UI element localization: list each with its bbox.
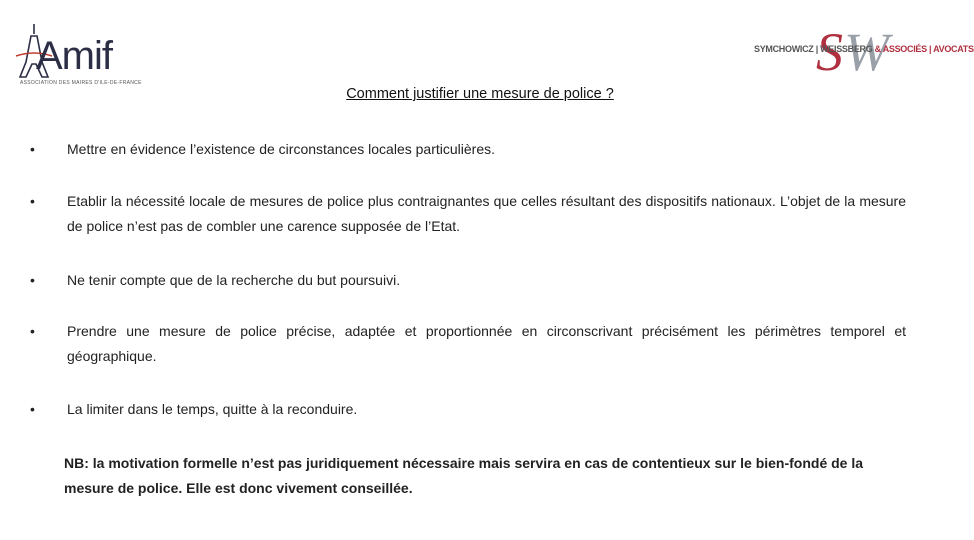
list-item (30, 319, 906, 369)
amif-wordmark: Amif (36, 34, 112, 78)
bullet-icon: • (30, 323, 35, 339)
list-item (30, 397, 906, 422)
list-item-text: Ne tenir compte que de la recherche du but poursuivi. (67, 272, 401, 288)
svg-text:S: S (816, 22, 843, 82)
page-title: Comment justifier une mesure de police ? (346, 86, 614, 102)
bullet-icon: • (30, 141, 35, 157)
note-paragraph: NB: la motivation formelle n’est pas juridiquement nécessaire mais servira en cas de contentieux sur le bien-fondé de la mesure de police. Elle est donc vivement conseillée. (64, 455, 864, 496)
list-item-text: Prendre une mesure de police précise, adaptée et proportionnée en circonscrivant précisément les périmètres temporel et géographique. (67, 323, 906, 364)
list-item-text: Mettre en évidence l’existence de circonstances locales particulières. (67, 141, 495, 157)
svg-text:W: W (844, 22, 889, 82)
amif-logo (14, 22, 142, 92)
bullet-icon: • (30, 272, 35, 288)
list-item (30, 189, 906, 239)
bullet-icon: • (30, 193, 35, 209)
list-item (30, 268, 906, 293)
list-item (30, 137, 906, 162)
sw-logo (754, 22, 974, 82)
bullet-icon: • (30, 401, 35, 417)
sw-firm-name: SYMCHOWICZ | WEISSBERG & ASSOCIÉS | AVOCATS (754, 44, 974, 54)
list-item-text: Etablir la nécessité locale de mesures de police plus contraignantes que celles résultant des dispositifs nationaux. L’objet de la mesure de police n’est pas de combler une carence supposée de l’Etat. (67, 193, 906, 234)
list-item-text: La limiter dans le temps, quitte à la reconduire. (67, 401, 358, 417)
amif-tagline: ASSOCIATION DES MAIRES D'ILE-DE-FRANCE (20, 80, 142, 86)
